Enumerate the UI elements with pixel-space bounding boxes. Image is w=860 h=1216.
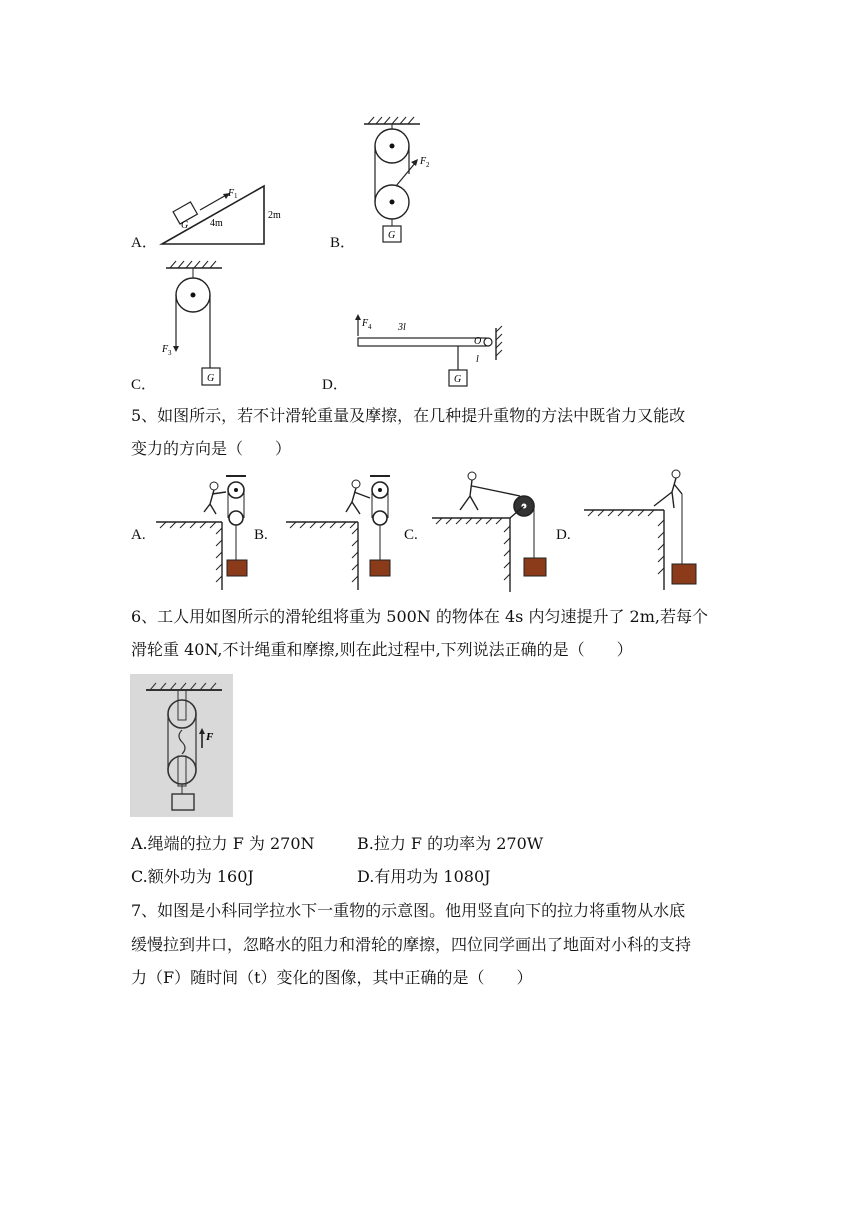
incline-height: 2m — [268, 210, 281, 221]
q7-stem-line1: 7、如图是小科同学拉水下一重物的示意图。他用竖直向下的拉力将重物从水底 — [131, 901, 686, 920]
q5-option-b: B. — [254, 527, 268, 543]
incline-weight-label: G — [181, 220, 189, 231]
svg-text:4: 4 — [368, 323, 372, 331]
svg-text:1: 1 — [234, 192, 238, 200]
fixed-pulley-figure — [156, 260, 236, 390]
q5-figure-c — [430, 466, 560, 594]
fixed-pulley-force: F — [162, 344, 169, 355]
q6-stem-line2: 滑轮重 40N,不计绳重和摩擦,则在此过程中,下列说法正确的是（ ） — [131, 640, 633, 659]
q7-stem-line3: 力（F）随时间（t）变化的图像，其中正确的是（ ） — [131, 968, 533, 987]
incline-force-label: F — [228, 188, 235, 199]
svg-text:G: G — [207, 373, 215, 384]
lever-figure — [350, 314, 510, 392]
q6-answer-b: B.拉力 F 的功率为 270W — [357, 834, 544, 853]
lever-long-arm: 3l — [398, 322, 406, 333]
q5-option-d: D. — [556, 527, 571, 543]
q5-figure-a — [150, 472, 260, 594]
svg-text:G: G — [454, 374, 462, 385]
q5-option-c: C. — [404, 527, 418, 543]
q6-answer-a: A.绳端的拉力 F 为 270N — [131, 834, 315, 853]
q5-figure-b — [282, 472, 402, 594]
q4-option-b-label: B． — [330, 235, 356, 251]
q6-stem-line1: 6、工人用如图所示的滑轮组将重为 500N 的物体在 4s 内匀速提升了 2m,若每个 — [131, 607, 708, 626]
pulley-block-force: F — [420, 156, 427, 167]
svg-text:G: G — [388, 230, 396, 241]
q4-option-d-label: D． — [322, 377, 348, 393]
q6-answer-c: C.额外功为 160J — [131, 867, 254, 886]
q6-figure-force: F — [206, 731, 214, 743]
q5-option-a: A. — [131, 527, 146, 543]
incline-slope-length: 4m — [210, 218, 223, 229]
svg-text:3: 3 — [168, 349, 172, 357]
pulley-block-figure — [360, 114, 440, 250]
q5-stem-line2: 变力的方向是（ ） — [131, 439, 292, 458]
lever-short-arm: l — [476, 354, 479, 365]
q5-stem-line1: 5、如图所示，若不计滑轮重量及摩擦，在几种提升重物的方法中既省力又能改 — [131, 406, 686, 425]
q5-figure-d — [582, 466, 712, 594]
svg-text:2: 2 — [426, 161, 430, 169]
lever-pivot: O — [474, 336, 482, 347]
lever-force: F — [362, 318, 369, 329]
q4-option-a-label: A． — [131, 235, 157, 251]
incline-figure — [150, 180, 290, 250]
q7-stem-line2: 缓慢拉到井口，忽略水的阻力和滑轮的摩擦，四位同学画出了地面对小科的支持 — [131, 935, 692, 954]
q6-pulley-photo — [130, 674, 233, 817]
q6-answer-d: D.有用功为 1080J — [357, 867, 491, 886]
q4-option-c-label: C． — [131, 377, 157, 393]
